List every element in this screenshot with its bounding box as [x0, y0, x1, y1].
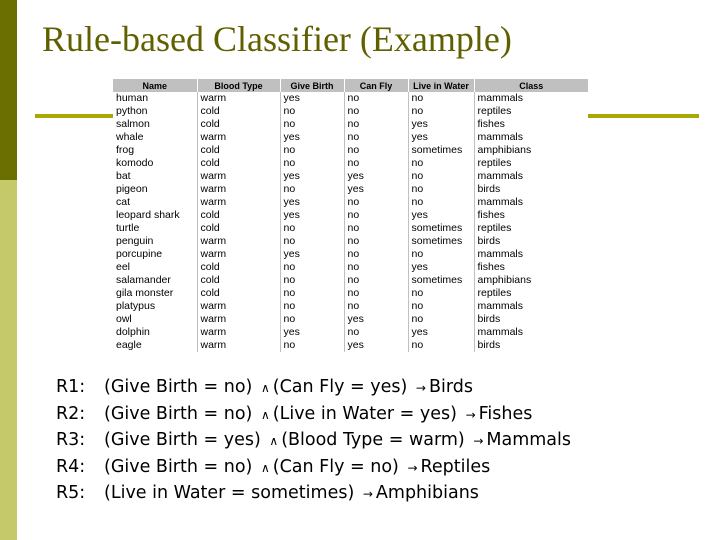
rule-id: R3: [56, 430, 86, 450]
table-cell: yes [344, 339, 408, 352]
rule-id: R2: [56, 403, 86, 424]
table-cell: mammals [477, 131, 524, 143]
table-header-row [113, 79, 588, 92]
table-cell: no [344, 248, 408, 261]
table-cell: yes [280, 326, 344, 339]
table-cell: yes [280, 196, 344, 209]
table-cell: no [280, 313, 344, 326]
table-cell: warm [197, 196, 280, 209]
table-cell: yes [408, 326, 474, 339]
table-cell: komodo [113, 157, 197, 170]
rule-id: R5: [56, 483, 86, 503]
table-cell: gila monster [113, 287, 197, 300]
table-row [113, 287, 588, 300]
table-cell: no [344, 131, 408, 144]
implies-arrow-icon: → [362, 487, 373, 501]
table-cell: no [280, 235, 344, 248]
table-cell: no [280, 339, 344, 352]
rule-part: (Give Birth = yes) [104, 430, 261, 450]
table-cell: yes [344, 170, 408, 183]
and-symbol: ∧ [260, 407, 270, 422]
table-cell: no [408, 157, 474, 170]
table-cell: python [113, 105, 197, 118]
and-symbol: ∧ [260, 460, 270, 475]
table-cell: birds [477, 313, 501, 325]
table-cell: no [280, 118, 344, 131]
table-cell: no [280, 183, 344, 196]
table-cell: yes [408, 209, 474, 222]
left-stripe-light [0, 180, 17, 540]
table-row [113, 209, 588, 222]
table-cell: cold [197, 118, 280, 131]
table-row [113, 248, 588, 261]
table-row [113, 144, 588, 157]
table-cell: no [344, 261, 408, 274]
table-cell: mammals [477, 92, 524, 104]
table-cell: birds [477, 339, 501, 351]
table-cell: warm [197, 235, 280, 248]
table-cell: dolphin [113, 326, 197, 339]
rule-list [56, 374, 571, 507]
table-cell: yes [280, 131, 344, 144]
table-cell: sometimes [408, 274, 474, 287]
rule-line [56, 480, 571, 507]
table-cell: platypus [113, 300, 197, 313]
table-cell: sometimes [408, 144, 474, 157]
implies-arrow-icon: → [407, 460, 418, 475]
table-cell: birds [477, 235, 501, 247]
table-cell: no [344, 222, 408, 235]
rule-part: Fishes [478, 403, 533, 424]
table-cell: no [280, 261, 344, 274]
table-cell: eagle [113, 339, 197, 352]
header-cell: Live in Water [408, 79, 474, 92]
table-cell: warm [197, 326, 280, 339]
table-cell: sometimes [408, 235, 474, 248]
table-cell: cat [113, 196, 197, 209]
implies-arrow-icon: → [415, 381, 426, 395]
table-row [113, 261, 588, 274]
table-cell: turtle [113, 222, 197, 235]
table-cell: fishes [477, 118, 505, 130]
table-cell: yes [408, 118, 474, 131]
header-cell: Blood Type [197, 79, 280, 92]
rule-part: (Can Fly = yes) [272, 377, 408, 397]
table-cell: no [408, 105, 474, 118]
table-cell: owl [113, 313, 197, 326]
table-cell: human [113, 92, 197, 105]
table-cell: reptiles [477, 157, 512, 169]
table-cell: warm [197, 170, 280, 183]
table-cell: no [408, 196, 474, 209]
table-cell: warm [197, 339, 280, 352]
table-row [113, 222, 588, 235]
table-cell: warm [197, 183, 280, 196]
table-cell: no [280, 144, 344, 157]
table-cell: whale [113, 131, 197, 144]
rule-part: (Give Birth = no) [104, 377, 253, 397]
table-cell: yes [344, 313, 408, 326]
table-cell: no [344, 274, 408, 287]
rule-line [56, 427, 571, 454]
table-row [113, 326, 588, 339]
table-cell: no [280, 222, 344, 235]
table-cell: mammals [477, 248, 524, 260]
table-row [113, 235, 588, 248]
rule-line [56, 374, 571, 401]
table-cell: no [344, 287, 408, 300]
table-cell: fishes [477, 261, 505, 273]
table-cell: no [344, 326, 408, 339]
table-cell: warm [197, 131, 280, 144]
table-cell: cold [197, 105, 280, 118]
rule-part: (Can Fly = no) [272, 456, 399, 477]
rule-part: (Blood Type = warm) [281, 430, 465, 450]
rule-id: R4: [56, 456, 86, 477]
rule-id: R1: [56, 377, 86, 397]
table-cell: no [344, 196, 408, 209]
rule-part: (Live in Water = sometimes) [104, 483, 355, 503]
table-cell: cold [197, 144, 280, 157]
table-cell: yes [408, 261, 474, 274]
table-cell: warm [197, 92, 280, 105]
table-cell: no [408, 92, 474, 105]
table-cell: mammals [477, 300, 524, 312]
rule-part: Amphibians [375, 483, 479, 503]
table-cell: no [408, 339, 474, 352]
table-cell: frog [113, 144, 197, 157]
table-cell: sometimes [408, 222, 474, 235]
table-cell: salmon [113, 118, 197, 131]
header-cell: Can Fly [344, 79, 408, 92]
table-cell: no [408, 300, 474, 313]
table-cell: no [280, 157, 344, 170]
table-row [113, 170, 588, 183]
table-cell: no [344, 157, 408, 170]
table-cell: no [344, 118, 408, 131]
table-cell: no [408, 313, 474, 326]
table-cell: no [344, 209, 408, 222]
table-cell: no [408, 287, 474, 300]
table-cell: no [344, 235, 408, 248]
rule-line [56, 454, 571, 481]
header-cell: Name [113, 79, 197, 92]
table-row [113, 300, 588, 313]
table-cell: cold [197, 222, 280, 235]
table-cell: no [344, 105, 408, 118]
rule-part: (Live in Water = yes) [272, 403, 457, 424]
implies-arrow-icon: → [465, 407, 476, 422]
table-cell: pigeon [113, 183, 197, 196]
table-cell: no [344, 300, 408, 313]
table-cell: bat [113, 170, 197, 183]
table-cell: no [280, 274, 344, 287]
table-cell: cold [197, 157, 280, 170]
rule-line [56, 401, 571, 428]
and-symbol: ∧ [269, 434, 279, 448]
table-cell: warm [197, 248, 280, 261]
table-row [113, 339, 588, 352]
rule-part: Reptiles [420, 456, 491, 477]
table-cell: yes [280, 248, 344, 261]
table-cell: no [280, 105, 344, 118]
and-symbol: ∧ [260, 381, 270, 395]
table-cell: cold [197, 274, 280, 287]
table-cell: no [280, 300, 344, 313]
table-cell: mammals [477, 196, 524, 208]
table-cell: amphibians [477, 274, 532, 286]
table-cell: cold [197, 287, 280, 300]
table-cell: yes [280, 92, 344, 105]
table-cell: reptiles [477, 105, 512, 117]
table-cell: reptiles [477, 222, 512, 234]
slide-title: Rule-based Classifier (Example) [42, 19, 512, 59]
table-cell: amphibians [477, 144, 532, 156]
table-cell: penguin [113, 235, 197, 248]
rule-part: (Give Birth = no) [104, 403, 253, 424]
table-cell: fishes [477, 209, 505, 221]
header-cell: Class [474, 79, 588, 92]
table-cell: mammals [477, 170, 524, 182]
data-table [113, 79, 588, 352]
table-cell: cold [197, 209, 280, 222]
table-cell: warm [197, 300, 280, 313]
table-row [113, 196, 588, 209]
table-cell: leopard shark [113, 209, 197, 222]
table-row [113, 105, 588, 118]
table-cell: yes [280, 170, 344, 183]
table-cell: reptiles [477, 287, 512, 299]
left-stripe-dark [0, 0, 17, 180]
implies-arrow-icon: → [473, 434, 484, 448]
table-cell: mammals [477, 326, 524, 338]
table-cell: yes [344, 183, 408, 196]
rule-part: (Give Birth = no) [104, 456, 253, 477]
table-row [113, 313, 588, 326]
table-cell: warm [197, 313, 280, 326]
table-cell: porcupine [113, 248, 197, 261]
table-cell: no [280, 287, 344, 300]
table-cell: cold [197, 261, 280, 274]
rule-part: Mammals [486, 430, 572, 450]
header-cell: Give Birth [280, 79, 344, 92]
table-cell: no [408, 183, 474, 196]
table-cell: yes [408, 131, 474, 144]
table-row [113, 131, 588, 144]
table-cell: no [344, 92, 408, 105]
table-row [113, 183, 588, 196]
table-row [113, 157, 588, 170]
table-cell: eel [113, 261, 197, 274]
table-row [113, 92, 588, 105]
table-row [113, 274, 588, 287]
table-cell: salamander [113, 274, 197, 287]
table-cell: no [344, 144, 408, 157]
rule-part: Birds [428, 377, 473, 397]
table-cell: no [408, 248, 474, 261]
table-cell: no [408, 170, 474, 183]
table-cell: yes [280, 209, 344, 222]
table-cell: birds [477, 183, 501, 195]
table-row [113, 118, 588, 131]
